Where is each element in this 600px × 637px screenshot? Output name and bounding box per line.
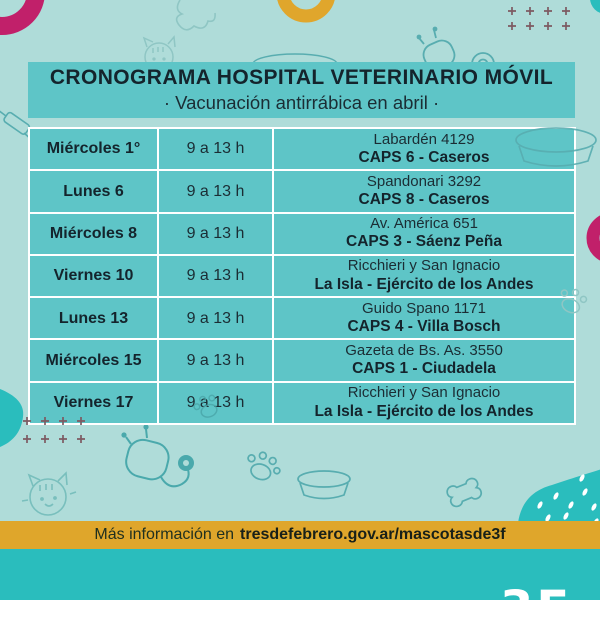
page-title: CRONOGRAMA HOSPITAL VETERINARIO MÓVIL: [49, 66, 554, 90]
footer-text: Más información en: [94, 526, 235, 543]
footer-info-bar: [0, 521, 600, 549]
municipality-3f-logo: 3F: [500, 581, 573, 637]
table-row-6-time: 9 a 13 h: [159, 383, 272, 423]
table-row-3-day: Viernes 10: [30, 256, 157, 296]
footer-url: tresdefebrero.gov.ar/mascotasde3f: [240, 526, 506, 543]
table-row-5-time: 9 a 13 h: [159, 340, 272, 380]
bone-doodle-icon: [445, 477, 483, 508]
table-row-6-location: Ricchieri y San Ignacio La Isla - Ejército de los Andes: [274, 383, 574, 423]
stethoscope-doodle-icon: [121, 424, 194, 486]
table-row-1-location: Spandonari 3292 CAPS 8 - Caseros: [274, 171, 574, 211]
table-row-0-time: 9 a 13 h: [159, 129, 272, 169]
table-row-2-day: Miércoles 8: [30, 214, 157, 254]
table-row-4-day: Lunes 13: [30, 298, 157, 338]
yellow-ring-icon: [283, 0, 329, 16]
teal-blob-icon: [0, 389, 23, 447]
schedule-table: [28, 127, 576, 425]
table-row-4-location: Guido Spano 1171 CAPS 4 - Villa Bosch: [274, 298, 574, 338]
table-row-0-day: Miércoles 1°: [30, 129, 157, 169]
bottom-band: [0, 549, 600, 637]
table-row-1-time: 9 a 13 h: [159, 171, 272, 211]
table-row-1-day: Lunes 6: [30, 171, 157, 211]
teal-blob-icon: [590, 0, 600, 14]
table-row-2-location: Av. América 651 CAPS 3 - Sáenz Peña: [274, 214, 574, 254]
paw-doodle-icon: [243, 448, 284, 484]
cat-doodle-icon: [22, 473, 76, 515]
table-row-4-time: 9 a 13 h: [159, 298, 272, 338]
table-row-6-day: Viernes 17: [30, 383, 157, 423]
table-row-5-day: Miércoles 15: [30, 340, 157, 380]
header-banner: [28, 62, 575, 118]
table-row-5-location: Gazeta de Bs. As. 3550 CAPS 1 - Ciudadela: [274, 340, 574, 380]
table-row-3-location: Ricchieri y San Ignacio La Isla - Ejército de los Andes: [274, 256, 574, 296]
bowl-doodle-icon: [298, 471, 350, 499]
table-row-3-time: 9 a 13 h: [159, 256, 272, 296]
teal-blob-icon: [518, 469, 600, 526]
table-row-2-time: 9 a 13 h: [159, 214, 272, 254]
plus-grid-icon: [508, 7, 570, 30]
pink-ring-icon: [593, 219, 600, 257]
page-subtitle: · Vacunación antirrábica en abril ·: [163, 91, 440, 113]
table-row-0-location: Labardén 4129 CAPS 6 - Caseros: [274, 129, 574, 169]
pink-ring-icon: [0, 0, 36, 26]
paw-doodle-icon: [177, 0, 216, 30]
